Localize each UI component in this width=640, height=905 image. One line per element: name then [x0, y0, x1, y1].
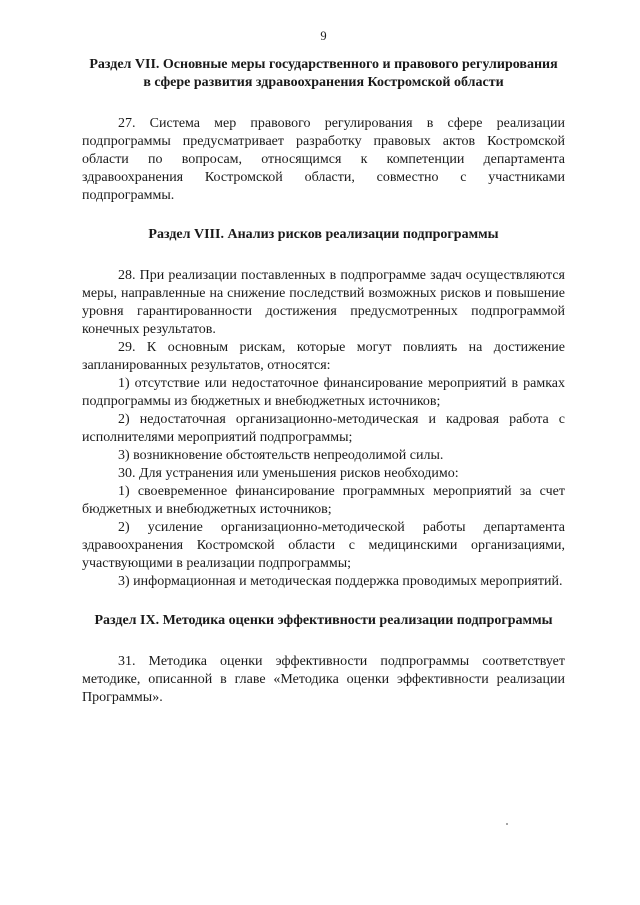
paragraph-28: 28. При реализации поставленных в подпрограмме задач осуществляются меры, направленные на снижение последствий возможных рисков и повышение уровня гарантированности достижения предусмотренных подпрограммой конечных результатов.: [82, 268, 565, 337]
paragraph-29: 29. К основным рискам, которые могут повлиять на достижение запланированных результатов, относятся:: [82, 340, 565, 373]
paragraph-30-item-3: 3) информационная и методическая поддержка проводимых мероприятий.: [118, 574, 563, 589]
paragraph-30: 30. Для устранения или уменьшения рисков необходимо:: [118, 466, 459, 481]
spacer: [82, 92, 565, 115]
paragraph-29-item-3: 3) возникновение обстоятельств непреодолимой силы.: [118, 448, 444, 463]
document-page: [82, 28, 565, 707]
paragraph-29-item-1: 1) отсутствие или недостаточное финансирование мероприятий в рамках подпрограммы из бюджетных и внебюджетных источников;: [82, 376, 565, 409]
paragraph-30-item-1: 1) своевременное финансирование программных мероприятий за счет бюджетных и внебюджетных источников;: [82, 484, 565, 517]
paragraph-29-item-2: 2) недостаточная организационно-методическая и кадровая работа с исполнителями мероприятий подпрограммы;: [82, 412, 565, 445]
section-9-heading: Раздел IX. Методика оценки эффективности реализации подпрограммы: [94, 613, 553, 628]
spacer: [82, 630, 565, 653]
spacer: [82, 244, 565, 267]
paragraph-31: 31. Методика оценки эффективности подпрограммы соответствует методике, описанной в главе «Методика оценки эффективности реализации Программы».: [82, 654, 565, 705]
scan-speck: [506, 823, 508, 825]
page-number: 9: [320, 29, 327, 43]
section-7-heading-line-2: в сфере развития здравоохранения Костромской области: [143, 75, 504, 90]
paragraph-27: 27. Система мер правового регулирования в сфере реализации подпрограммы предусматривает разработку правовых актов Костромской области по вопросам, относящимся к компетенции департамента здравоохранения Костромской области, совместно с участниками подпрограммы.: [82, 116, 565, 203]
spacer: [82, 591, 565, 612]
section-7-heading: [82, 56, 565, 92]
section-8-heading: Раздел VIII. Анализ рисков реализации подпрограммы: [148, 227, 499, 242]
section-7-heading-line-1: Раздел VII. Основные меры государственного и правового регулирования: [89, 57, 558, 72]
paragraph-30-item-2: 2) усиление организационно-методической работы департамента здравоохранения Костромской области с медицинскими организациями, участвующими в реализации подпрограммы;: [82, 520, 565, 571]
spacer: [82, 205, 565, 226]
